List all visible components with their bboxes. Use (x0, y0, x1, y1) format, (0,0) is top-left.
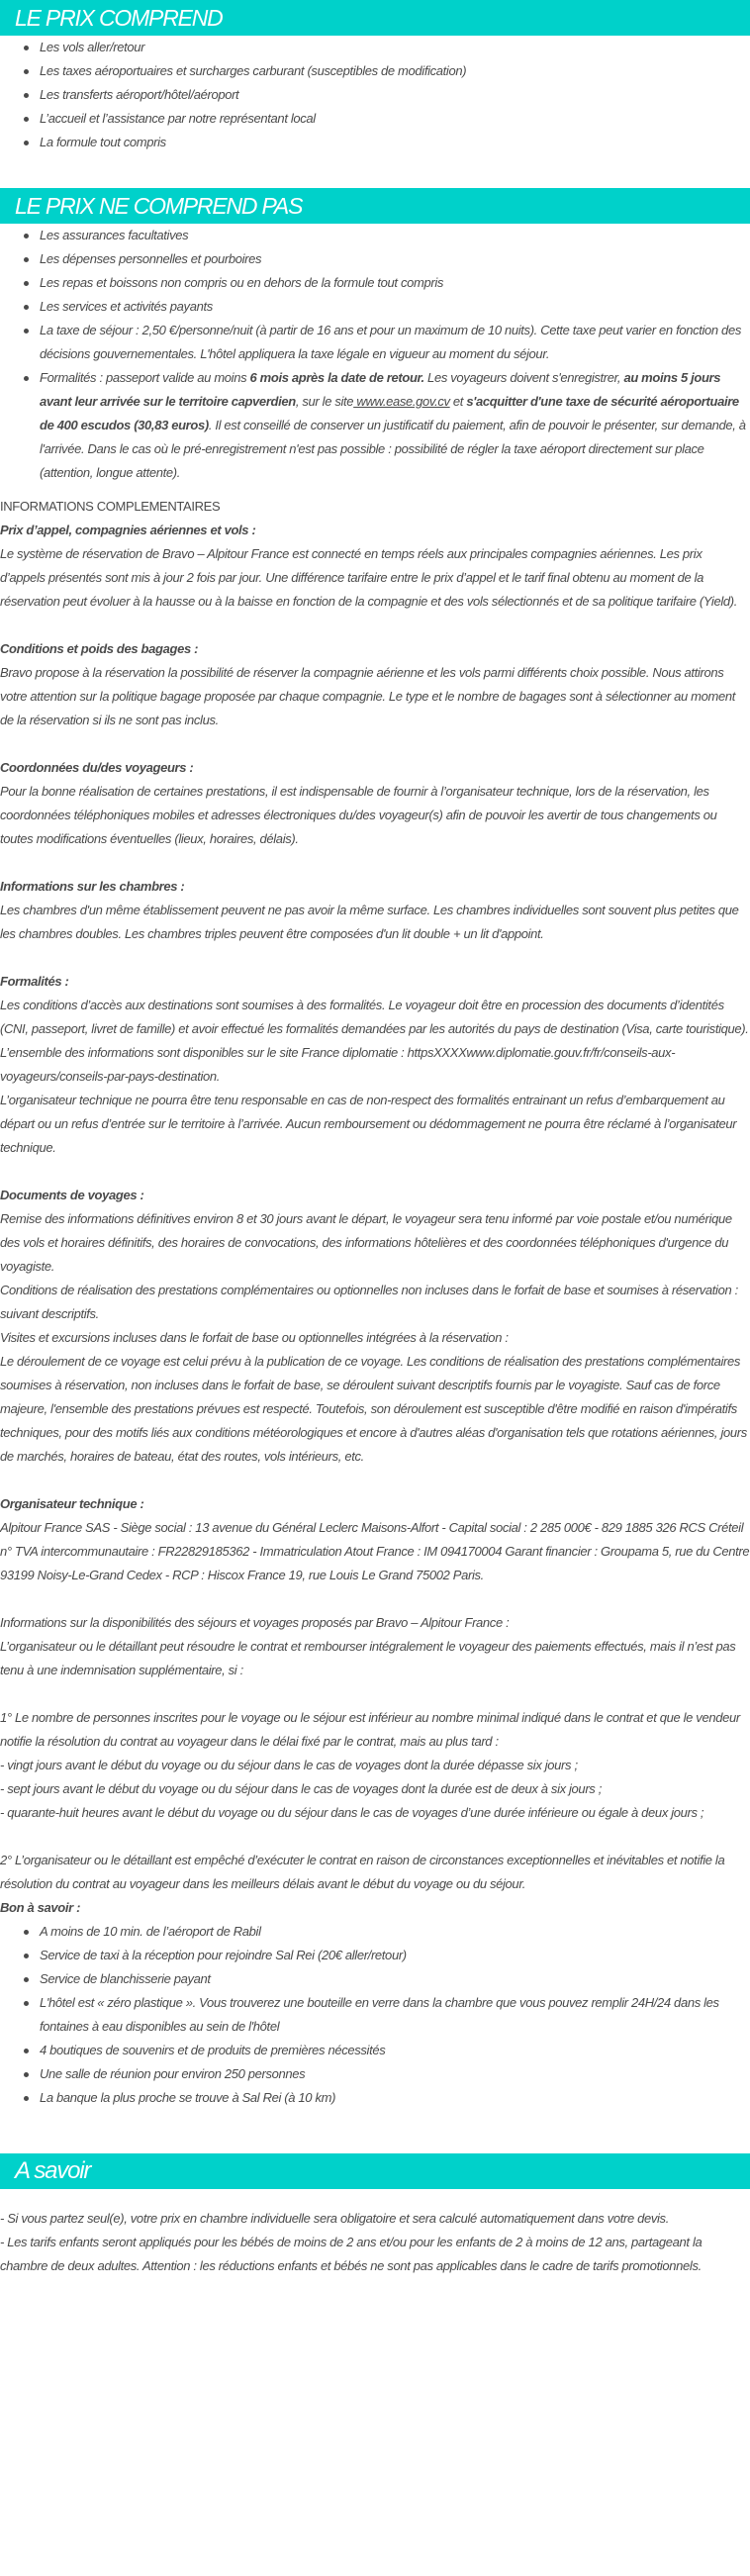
text: , sur le site (295, 394, 354, 409)
spacer (0, 2278, 750, 2347)
paragraph-documents-3: Visites et excursions incluses dans le forfait de base ou optionnelles intégrées à la réservation : (0, 1330, 509, 1345)
text: Formalités : passeport valide au moins (40, 370, 250, 385)
spacer (0, 2110, 750, 2153)
text: Les voyageurs doivent s'enregistrer, (423, 370, 624, 385)
text: et (449, 394, 467, 409)
paragraph-a-savoir-2: - Les tarifs enfants seront appliqués pour les bébés de moins de 2 ans et/ou pour les enfants de 2 à moins de 12 ans, partageant la chambre de deux adultes. Attention : les réductions enfants et bébés ne sont pas applicables dans le cadre de tarifs promotionnels. (0, 2235, 703, 2273)
section-title-price-excludes: LE PRIX NE COMPREND PAS (0, 188, 750, 224)
additional-info-title: INFORMATIONS COMPLEMENTAIRES (0, 499, 221, 514)
text-bold: s'acquitter d'une taxe de sécurité aéroportuaire de 400 escudos (30,83 euros) (40, 394, 739, 432)
spacer (0, 154, 750, 188)
list-item: Service de taxi à la réception pour rejoindre Sal Rei (20€ aller/retour) (40, 1944, 750, 1967)
spacer (0, 1469, 750, 1492)
paragraph-formalites-1: Les conditions d’accès aux destinations sont soumises à des formalités. Le voyageur doit être en procession des documents d’identités (CNI, passeport, livret de famille) et avoir effectué les formalités demandées par les autorités du pays de destination (Visa, carte touristique). L’ensemble des informations sont disponibles sur le site France diplomatie : httpsXXXXwww.diplomatie.gouv.fr/fr/conseils-aux-voyageurs/conseils-par-pays-destination. (0, 998, 749, 1084)
list-item: Service de blanchisserie payant (40, 1967, 750, 1991)
list-item: A moins de 10 min. de l’aéroport de Rabil (40, 1920, 750, 1944)
spacer (0, 1587, 750, 1611)
spacer (0, 851, 750, 875)
list-item: Les transferts aéroport/hôtel/aéroport (40, 83, 750, 107)
list-item: La formule tout compris (40, 131, 750, 154)
paragraph-documents-1: Remise des informations définitives environ 8 et 30 jours avant le départ, le voyageur sera tenu informé par voie postale et/ou numérique des vols et horaires définitifs, des horaires de convocations, des informations hôtelières et des coordonnées téléphoniques d'urgence du voyagiste. (0, 1211, 732, 1274)
list-item: La banque la plus proche se trouve à Sal Rei (à 10 km) (40, 2086, 750, 2110)
heading-bon-a-savoir: Bon à savoir : (0, 1900, 81, 1915)
paragraph-formalites-2: L’organisateur technique ne pourra être tenu responsable en cas de non-respect des formalités entrainant un refus d’embarquement au départ ou un refus d’entrée sur le territoire à l’arrivée. Aucun remboursement ou dédommagement ne pourra être réclamé à l’organisateur technique. (0, 1093, 737, 1155)
paragraph-point-2: 2° L’organisateur ou le détaillant est empêché d’exécuter le contrat en raison de circonstances exceptionnelles et inévitables et notifie la résolution du contrat au voyageur dans les meilleurs délais avant le début du voyage ou du séjour. (0, 1853, 725, 1891)
paragraph-dash-2: - sept jours avant le début du voyage ou du séjour dans le cas de voyages dont la durée est de deux à six jours ; (0, 1781, 602, 1796)
heading-disponibilite: Informations sur la disponibilités des séjours et voyages proposés par Bravo – Alpitour France : (0, 1615, 510, 1630)
spacer (0, 732, 750, 756)
paragraph-organisateur: Alpitour France SAS - Siège social : 13 avenue du Général Leclerc Maisons-Alfort - Capital social : 2 285 000€ - 829 1885 326 RCS Créteil n° TVA intercommunautaire : FR22829185362 - Immatriculation Atout France : IM 094170004 Garant financier : Groupama 5, rue du Centre 93199 Noisy-Le-Grand Cedex - RCP : Hiscox France 19, rue Louis Le Grand 75002 Paris. (0, 1520, 750, 1582)
heading-coordonnees: Coordonnées du/des voyageurs : (0, 760, 194, 775)
paragraph-chambres: Les chambres d'un même établissement peuvent ne pas avoir la même surface. Les chambres individuelles sont souvent plus petites que les chambres doubles. Les chambres triples peuvent être composées d'un lit double + un lit d'appoint. (0, 903, 739, 941)
text-bold: 6 mois après la date de retour. (249, 370, 424, 385)
section-title-price-includes: LE PRIX COMPREND (0, 0, 750, 36)
spacer (0, 946, 750, 970)
list-item: Les vols aller/retour (40, 36, 750, 59)
paragraph-bagages: Bravo propose à la réservation la possibilité de réserver la compagnie aérienne et les vols parmi différents choix possible. Nous attirons votre attention sur la politique bagage proposée par chaque compagnie. Le type et le nombre de bagages sont à sélectionner au moment de la réservation si ils ne sont pas inclus. (0, 665, 735, 727)
paragraph-documents-4: Le déroulement de ce voyage est celui prévu à la publication de ce voyage. Les conditions de réalisation des prestations complémentaires soumises à réservation, non incluses dans le forfait de base, se déroulent suivant descriptifs fournis par le voyagiste. Sauf cas de force majeure, l'ensemble des prestations prévues est respecté. Toutefois, son déroulement est susceptible d'être modifié en raison d'impératifs techniques, pour des motifs liés aux conditions météorologiques et encore à d'autres aléas d'organisation tels que rotations aériennes, jours de marchés, horaires de bateau, état des routes, vols intérieurs, etc. (0, 1354, 747, 1464)
heading-documents: Documents de voyages : (0, 1188, 144, 1202)
list-item: L’accueil et l’assistance par notre représentant local (40, 107, 750, 131)
list-item: La taxe de séjour : 2,50 €/personne/nuit (à partir de 16 ans et pour un maximum de 10 nuits). Cette taxe peut varier en fonction des décisions gouvernementales. L'hôtel appliquera la taxe légale en vigueur au moment du séjour. (40, 319, 750, 366)
section-title-a-savoir: A savoir (0, 2153, 750, 2189)
spacer (0, 1160, 750, 1184)
ease-gov-link[interactable]: www.ease.gov.cv (353, 394, 450, 409)
heading-formalites: Formalités : (0, 974, 69, 989)
price-excludes-section (0, 188, 750, 485)
spacer (0, 1682, 750, 1706)
price-includes-list (0, 36, 750, 154)
list-item: 4 boutiques de souvenirs et de produits de premières nécessités (40, 2039, 750, 2062)
paragraph-documents-2: Conditions de réalisation des prestations complémentaires ou optionnelles non incluses dans le forfait de base et soumises à réservation : suivant descriptifs. (0, 1283, 738, 1321)
heading-prix-appel: Prix d’appel, compagnies aériennes et vols : (0, 523, 256, 537)
paragraph-prix-appel: Le système de réservation de Bravo – Alpitour France est connecté en temps réels aux principales compagnies aériennes. Les prix d’appels présentés sont mis à jour 2 fois par jour. Une différence tarifaire entre le prix d’appel et le tarif final obtenu au moment de la réservation peut évoluer à la hausse ou à la baisse en fonction de la compagnie et des vols sélectionnés et de sa politique tarifaire (Yield). (0, 546, 737, 609)
list-item: L'hôtel est « zéro plastique ». Vous trouverez une bouteille en verre dans la chambre que vous pouvez remplir 24H/24 dans les fontaines à eau disponibles au sein de l'hôtel (40, 1991, 750, 2039)
text-bold: au moins 5 jours avant leur arrivée sur le territoire capverdien (40, 370, 721, 409)
paragraph-disponibilite: L’organisateur ou le détaillant peut résoudre le contrat et rembourser intégralement le voyageur des paiements effectués, mais il n’est pas tenu à une indemnisation supplémentaire, si : (0, 1639, 736, 1677)
list-item: Les assurances facultatives (40, 224, 750, 247)
heading-organisateur: Organisateur technique : (0, 1496, 144, 1511)
list-item-formalities (40, 366, 750, 485)
heading-chambres: Informations sur les chambres : (0, 879, 185, 894)
list-item: Une salle de réunion pour environ 250 personnes (40, 2062, 750, 2086)
a-savoir-body (0, 2189, 750, 2278)
list-item: Les services et activités payants (40, 295, 750, 319)
price-includes-section (0, 0, 750, 154)
spacer (0, 1825, 750, 1849)
paragraph-dash-1: - vingt jours avant le début du voyage ou du séjour dans le cas de voyages dont la durée dépasse six jours ; (0, 1758, 578, 1772)
list-item: Les taxes aéroportuaires et surcharges carburant (susceptibles de modification) (40, 59, 750, 83)
heading-bagages: Conditions et poids des bagages : (0, 641, 199, 656)
list-item: Les dépenses personnelles et pourboires (40, 247, 750, 271)
spacer (0, 614, 750, 637)
additional-info-section (0, 495, 750, 2110)
paragraph-a-savoir-1: - Si vous partez seul(e), votre prix en chambre individuelle sera obligatoire et sera calculé automatiquement dans votre devis. (0, 2211, 669, 2226)
list-item: Les repas et boissons non compris ou en dehors de la formule tout compris (40, 271, 750, 295)
paragraph-point-1: 1° Le nombre de personnes inscrites pour le voyage ou le séjour est inférieur au nombre minimal indiqué dans le contrat et que le vendeur notifie la résolution du contrat au voyageur dans le délai fixé par le contrat, mais au plus tard : (0, 1710, 740, 1749)
price-excludes-list (0, 224, 750, 485)
paragraph-coordonnees: Pour la bonne réalisation de certaines prestations, il est indispensable de fournir à l’organisateur technique, lors de la réservation, les coordonnées téléphoniques mobiles et adresses électroniques du/des voyageur(s) afin de pouvoir les avertir de tous changements ou toutes modifications éventuelles (lieux, horaires, délais). (0, 784, 717, 846)
text: . Il est conseillé de conserver un justificatif du paiement, afin de pouvoir le présenter, sur demande, à l'arrivée. Dans le cas où le pré-enregistrement n'est pas possible : possibilité de régler la taxe aéroport directement sur place (attention, longue attente). (40, 418, 746, 480)
bon-a-savoir-list (0, 1920, 750, 2110)
paragraph-dash-3: - quarante-huit heures avant le début du voyage ou du séjour dans le cas de voyages d’une durée inférieure ou égale à deux jours ; (0, 1805, 704, 1820)
a-savoir-section (0, 2153, 750, 2278)
